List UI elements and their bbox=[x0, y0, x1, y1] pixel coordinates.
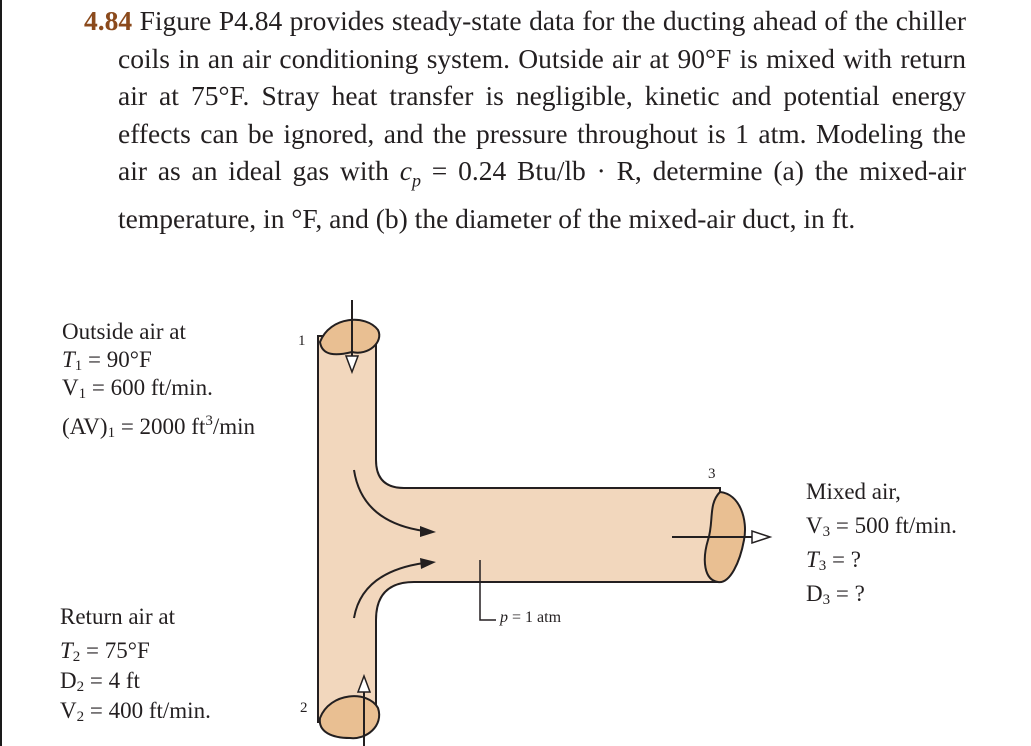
station-1-label: 1 bbox=[298, 333, 306, 349]
av1-exponent: 3 bbox=[205, 413, 213, 429]
t2-symbol: T bbox=[60, 638, 73, 663]
d2-subscript: 2 bbox=[76, 679, 85, 695]
outlet-3-arrowhead bbox=[752, 531, 770, 543]
outside-air-title: Outside air at bbox=[62, 319, 186, 344]
mixed-air-title: Mixed air, bbox=[806, 479, 901, 504]
outside-air-velocity bbox=[62, 374, 213, 401]
t1-value: = 90°F bbox=[82, 347, 152, 372]
v1-value: = 600 ft/min. bbox=[86, 375, 213, 400]
v3-subscript: 3 bbox=[822, 524, 831, 540]
v1-symbol: V bbox=[62, 375, 79, 400]
problem-text: Figure P4.84 provides steady-state data for the ducting ahead of the chiller coils in an air conditioning system. Outside air at 90°F is mixed with return air at 75°F. Stray heat transfer is negligible, kinetic and potential energy effects can be ignored, and the pressure throughout is 1 atm. Modeling the air as an ideal gas with bbox=[118, 5, 967, 187]
return-air-temperature bbox=[60, 637, 150, 664]
v3-symbol: V bbox=[806, 513, 823, 538]
return-air-velocity bbox=[60, 697, 211, 724]
v2-subscript: 2 bbox=[76, 709, 85, 725]
d3-symbol: D bbox=[806, 581, 823, 606]
outside-air-flow-rate bbox=[62, 413, 255, 440]
mixed-air-velocity bbox=[806, 512, 957, 539]
d3-value: = ? bbox=[830, 581, 865, 606]
t2-subscript: 2 bbox=[72, 649, 81, 665]
t3-symbol: T bbox=[806, 547, 819, 572]
d3-subscript: 3 bbox=[822, 592, 831, 608]
outside-air-temperature bbox=[62, 346, 152, 373]
av1-subscript: 1 bbox=[107, 425, 116, 441]
av1-unit: /min bbox=[212, 414, 256, 439]
d2-value: = 4 ft bbox=[84, 668, 140, 693]
cp-subscript: p bbox=[411, 170, 421, 191]
t1-subscript: 1 bbox=[74, 358, 83, 374]
duct-body bbox=[318, 336, 720, 722]
station-2-label: 2 bbox=[300, 700, 308, 716]
t3-subscript: 3 bbox=[818, 558, 827, 574]
problem-number: 4.84 bbox=[84, 5, 133, 36]
v1-subscript: 1 bbox=[78, 386, 87, 402]
v2-symbol: V bbox=[60, 698, 77, 723]
t1-symbol: T bbox=[62, 347, 75, 372]
problem-text-end: = 0.24 Btu/lb · R, determine (a) the mixed-air temperature, in °F, and (b) the diameter of the mixed-air duct, in ft. bbox=[118, 155, 966, 235]
return-air-diameter bbox=[60, 667, 140, 694]
pressure-label bbox=[500, 610, 561, 626]
t2-value: = 75°F bbox=[80, 638, 150, 663]
station-3-label: 3 bbox=[708, 466, 716, 482]
v3-value: = 500 ft/min. bbox=[830, 513, 957, 538]
pressure-symbol: p bbox=[500, 609, 508, 626]
pressure-value: = 1 atm bbox=[508, 609, 562, 626]
mixed-air-diameter bbox=[806, 580, 865, 607]
cp-symbol: c bbox=[399, 155, 412, 187]
av1-value: = 2000 ft bbox=[115, 414, 206, 439]
t3-value: = ? bbox=[826, 547, 861, 572]
v2-value: = 400 ft/min. bbox=[84, 698, 211, 723]
d2-symbol: D bbox=[60, 668, 77, 693]
av1-symbol: (AV) bbox=[62, 414, 108, 439]
mixed-air-temperature bbox=[806, 546, 861, 573]
return-air-title: Return air at bbox=[60, 604, 175, 629]
inlet-1-end-cap bbox=[320, 320, 379, 354]
